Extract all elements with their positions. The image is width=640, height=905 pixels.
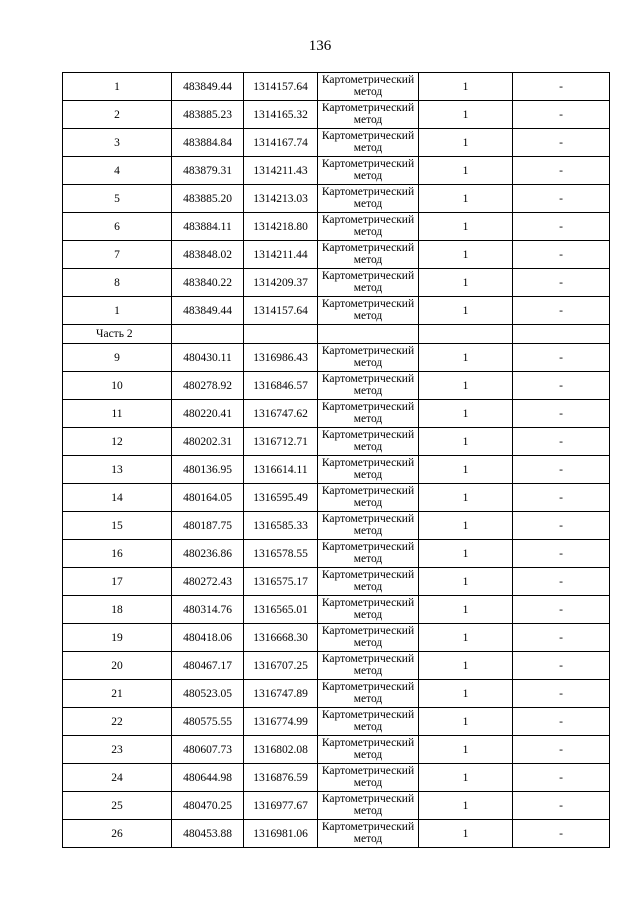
accuracy-cell: 1 <box>419 372 513 400</box>
note-cell: - <box>513 241 610 269</box>
point-number-cell: 18 <box>63 596 172 624</box>
x-coordinate-cell: 483849.44 <box>172 297 244 325</box>
coordinates-table <box>62 72 610 848</box>
table-row <box>63 129 610 157</box>
method-cell: Картометрический метод <box>318 484 419 512</box>
accuracy-cell: 1 <box>419 456 513 484</box>
y-coordinate-cell: 1314157.64 <box>244 297 318 325</box>
table-row <box>63 764 610 792</box>
x-coordinate-cell: 480453.88 <box>172 820 244 848</box>
method-cell: Картометрический метод <box>318 344 419 372</box>
point-number-cell: 25 <box>63 792 172 820</box>
section-row <box>63 325 610 344</box>
method-cell: Картометрический метод <box>318 400 419 428</box>
table-row <box>63 372 610 400</box>
point-number-cell: 5 <box>63 185 172 213</box>
note-cell: - <box>513 708 610 736</box>
point-number-cell: 15 <box>63 512 172 540</box>
x-coordinate-cell: 480430.11 <box>172 344 244 372</box>
point-number-cell: 7 <box>63 241 172 269</box>
note-cell: - <box>513 213 610 241</box>
point-number-cell: 6 <box>63 213 172 241</box>
y-coordinate-cell: 1316977.67 <box>244 792 318 820</box>
accuracy-cell: 1 <box>419 596 513 624</box>
accuracy-cell: 1 <box>419 568 513 596</box>
method-cell: Картометрический метод <box>318 456 419 484</box>
point-number-cell: 20 <box>63 652 172 680</box>
point-number-cell: 16 <box>63 540 172 568</box>
accuracy-cell: 1 <box>419 344 513 372</box>
table-row <box>63 680 610 708</box>
x-coordinate-cell: 480467.17 <box>172 652 244 680</box>
table-row <box>63 736 610 764</box>
note-cell: - <box>513 185 610 213</box>
accuracy-cell: 1 <box>419 624 513 652</box>
x-coordinate-cell: 483885.20 <box>172 185 244 213</box>
y-coordinate-cell: 1316614.11 <box>244 456 318 484</box>
method-cell: Картометрический метод <box>318 129 419 157</box>
point-number-cell: 13 <box>63 456 172 484</box>
y-coordinate-cell: 1314209.37 <box>244 269 318 297</box>
y-coordinate-cell: 1316802.08 <box>244 736 318 764</box>
method-cell: Картометрический метод <box>318 764 419 792</box>
empty-cell <box>172 325 244 344</box>
method-cell: Картометрический метод <box>318 185 419 213</box>
x-coordinate-cell: 480607.73 <box>172 736 244 764</box>
method-cell: Картометрический метод <box>318 428 419 456</box>
point-number-cell: 3 <box>63 129 172 157</box>
method-cell: Картометрический метод <box>318 512 419 540</box>
method-cell: Картометрический метод <box>318 624 419 652</box>
y-coordinate-cell: 1316585.33 <box>244 512 318 540</box>
table-row <box>63 297 610 325</box>
note-cell: - <box>513 568 610 596</box>
method-cell: Картометрический метод <box>318 213 419 241</box>
x-coordinate-cell: 483884.84 <box>172 129 244 157</box>
y-coordinate-cell: 1314213.03 <box>244 185 318 213</box>
method-cell: Картометрический метод <box>318 820 419 848</box>
accuracy-cell: 1 <box>419 185 513 213</box>
y-coordinate-cell: 1316707.25 <box>244 652 318 680</box>
y-coordinate-cell: 1316876.59 <box>244 764 318 792</box>
accuracy-cell: 1 <box>419 73 513 101</box>
accuracy-cell: 1 <box>419 708 513 736</box>
point-number-cell: 1 <box>63 73 172 101</box>
point-number-cell: 24 <box>63 764 172 792</box>
y-coordinate-cell: 1316846.57 <box>244 372 318 400</box>
note-cell: - <box>513 428 610 456</box>
method-cell: Картометрический метод <box>318 540 419 568</box>
table-row <box>63 624 610 652</box>
page-number: 136 <box>308 38 332 54</box>
note-cell: - <box>513 372 610 400</box>
note-cell: - <box>513 540 610 568</box>
accuracy-cell: 1 <box>419 428 513 456</box>
point-number-cell: 19 <box>63 624 172 652</box>
note-cell: - <box>513 101 610 129</box>
point-number-cell: 17 <box>63 568 172 596</box>
y-coordinate-cell: 1314211.43 <box>244 157 318 185</box>
method-cell: Картометрический метод <box>318 568 419 596</box>
accuracy-cell: 1 <box>419 540 513 568</box>
note-cell: - <box>513 680 610 708</box>
note-cell: - <box>513 269 610 297</box>
note-cell: - <box>513 652 610 680</box>
note-cell: - <box>513 736 610 764</box>
note-cell: - <box>513 344 610 372</box>
table-row <box>63 344 610 372</box>
table-row <box>63 652 610 680</box>
accuracy-cell: 1 <box>419 792 513 820</box>
accuracy-cell: 1 <box>419 241 513 269</box>
accuracy-cell: 1 <box>419 764 513 792</box>
table-row <box>63 185 610 213</box>
x-coordinate-cell: 480575.55 <box>172 708 244 736</box>
table-row <box>63 157 610 185</box>
note-cell: - <box>513 456 610 484</box>
y-coordinate-cell: 1316712.71 <box>244 428 318 456</box>
table-row <box>63 269 610 297</box>
point-number-cell: 21 <box>63 680 172 708</box>
point-number-cell: 8 <box>63 269 172 297</box>
note-cell: - <box>513 297 610 325</box>
point-number-cell: 23 <box>63 736 172 764</box>
point-number-cell: 1 <box>63 297 172 325</box>
table-row <box>63 213 610 241</box>
accuracy-cell: 1 <box>419 101 513 129</box>
table-row <box>63 73 610 101</box>
accuracy-cell: 1 <box>419 269 513 297</box>
accuracy-cell: 1 <box>419 484 513 512</box>
x-coordinate-cell: 480236.86 <box>172 540 244 568</box>
point-number-cell: 26 <box>63 820 172 848</box>
empty-cell <box>419 325 513 344</box>
note-cell: - <box>513 73 610 101</box>
x-coordinate-cell: 483848.02 <box>172 241 244 269</box>
y-coordinate-cell: 1314218.80 <box>244 213 318 241</box>
method-cell: Картометрический метод <box>318 101 419 129</box>
table-row <box>63 568 610 596</box>
method-cell: Картометрический метод <box>318 241 419 269</box>
method-cell: Картометрический метод <box>318 708 419 736</box>
table-row <box>63 241 610 269</box>
table-row <box>63 101 610 129</box>
table-row <box>63 708 610 736</box>
method-cell: Картометрический метод <box>318 157 419 185</box>
table-row <box>63 820 610 848</box>
x-coordinate-cell: 480644.98 <box>172 764 244 792</box>
empty-cell <box>318 325 419 344</box>
method-cell: Картометрический метод <box>318 297 419 325</box>
x-coordinate-cell: 480220.41 <box>172 400 244 428</box>
method-cell: Картометрический метод <box>318 73 419 101</box>
x-coordinate-cell: 480164.05 <box>172 484 244 512</box>
method-cell: Картометрический метод <box>318 792 419 820</box>
table-row <box>63 540 610 568</box>
table-body <box>63 73 610 848</box>
x-coordinate-cell: 483885.23 <box>172 101 244 129</box>
x-coordinate-cell: 480278.92 <box>172 372 244 400</box>
y-coordinate-cell: 1316565.01 <box>244 596 318 624</box>
accuracy-cell: 1 <box>419 820 513 848</box>
point-number-cell: 12 <box>63 428 172 456</box>
note-cell: - <box>513 624 610 652</box>
x-coordinate-cell: 480202.31 <box>172 428 244 456</box>
note-cell: - <box>513 792 610 820</box>
x-coordinate-cell: 480272.43 <box>172 568 244 596</box>
point-number-cell: 14 <box>63 484 172 512</box>
table-row <box>63 456 610 484</box>
y-coordinate-cell: 1316981.06 <box>244 820 318 848</box>
note-cell: - <box>513 820 610 848</box>
note-cell: - <box>513 157 610 185</box>
note-cell: - <box>513 596 610 624</box>
accuracy-cell: 1 <box>419 213 513 241</box>
method-cell: Картометрический метод <box>318 680 419 708</box>
note-cell: - <box>513 484 610 512</box>
section-label: Часть 2 <box>63 325 172 344</box>
accuracy-cell: 1 <box>419 157 513 185</box>
x-coordinate-cell: 480314.76 <box>172 596 244 624</box>
point-number-cell: 2 <box>63 101 172 129</box>
accuracy-cell: 1 <box>419 400 513 428</box>
table-row <box>63 792 610 820</box>
method-cell: Картометрический метод <box>318 652 419 680</box>
y-coordinate-cell: 1316986.43 <box>244 344 318 372</box>
table-row <box>63 512 610 540</box>
note-cell: - <box>513 764 610 792</box>
method-cell: Картометрический метод <box>318 269 419 297</box>
y-coordinate-cell: 1314157.64 <box>244 73 318 101</box>
table-row <box>63 484 610 512</box>
y-coordinate-cell: 1316595.49 <box>244 484 318 512</box>
x-coordinate-cell: 480187.75 <box>172 512 244 540</box>
empty-cell <box>244 325 318 344</box>
x-coordinate-cell: 480523.05 <box>172 680 244 708</box>
accuracy-cell: 1 <box>419 297 513 325</box>
point-number-cell: 9 <box>63 344 172 372</box>
table-row <box>63 428 610 456</box>
x-coordinate-cell: 483849.44 <box>172 73 244 101</box>
accuracy-cell: 1 <box>419 680 513 708</box>
x-coordinate-cell: 480418.06 <box>172 624 244 652</box>
y-coordinate-cell: 1316747.62 <box>244 400 318 428</box>
x-coordinate-cell: 480470.25 <box>172 792 244 820</box>
y-coordinate-cell: 1314167.74 <box>244 129 318 157</box>
y-coordinate-cell: 1316578.55 <box>244 540 318 568</box>
x-coordinate-cell: 483884.11 <box>172 213 244 241</box>
x-coordinate-cell: 483840.22 <box>172 269 244 297</box>
x-coordinate-cell: 483879.31 <box>172 157 244 185</box>
y-coordinate-cell: 1314211.44 <box>244 241 318 269</box>
note-cell: - <box>513 512 610 540</box>
y-coordinate-cell: 1316575.17 <box>244 568 318 596</box>
y-coordinate-cell: 1314165.32 <box>244 101 318 129</box>
x-coordinate-cell: 480136.95 <box>172 456 244 484</box>
method-cell: Картометрический метод <box>318 596 419 624</box>
accuracy-cell: 1 <box>419 129 513 157</box>
method-cell: Картометрический метод <box>318 372 419 400</box>
y-coordinate-cell: 1316668.30 <box>244 624 318 652</box>
note-cell: - <box>513 129 610 157</box>
table-row <box>63 400 610 428</box>
accuracy-cell: 1 <box>419 736 513 764</box>
y-coordinate-cell: 1316774.99 <box>244 708 318 736</box>
accuracy-cell: 1 <box>419 652 513 680</box>
note-cell: - <box>513 400 610 428</box>
point-number-cell: 4 <box>63 157 172 185</box>
point-number-cell: 22 <box>63 708 172 736</box>
accuracy-cell: 1 <box>419 512 513 540</box>
empty-cell <box>513 325 610 344</box>
method-cell: Картометрический метод <box>318 736 419 764</box>
table-row <box>63 596 610 624</box>
y-coordinate-cell: 1316747.89 <box>244 680 318 708</box>
point-number-cell: 10 <box>63 372 172 400</box>
point-number-cell: 11 <box>63 400 172 428</box>
